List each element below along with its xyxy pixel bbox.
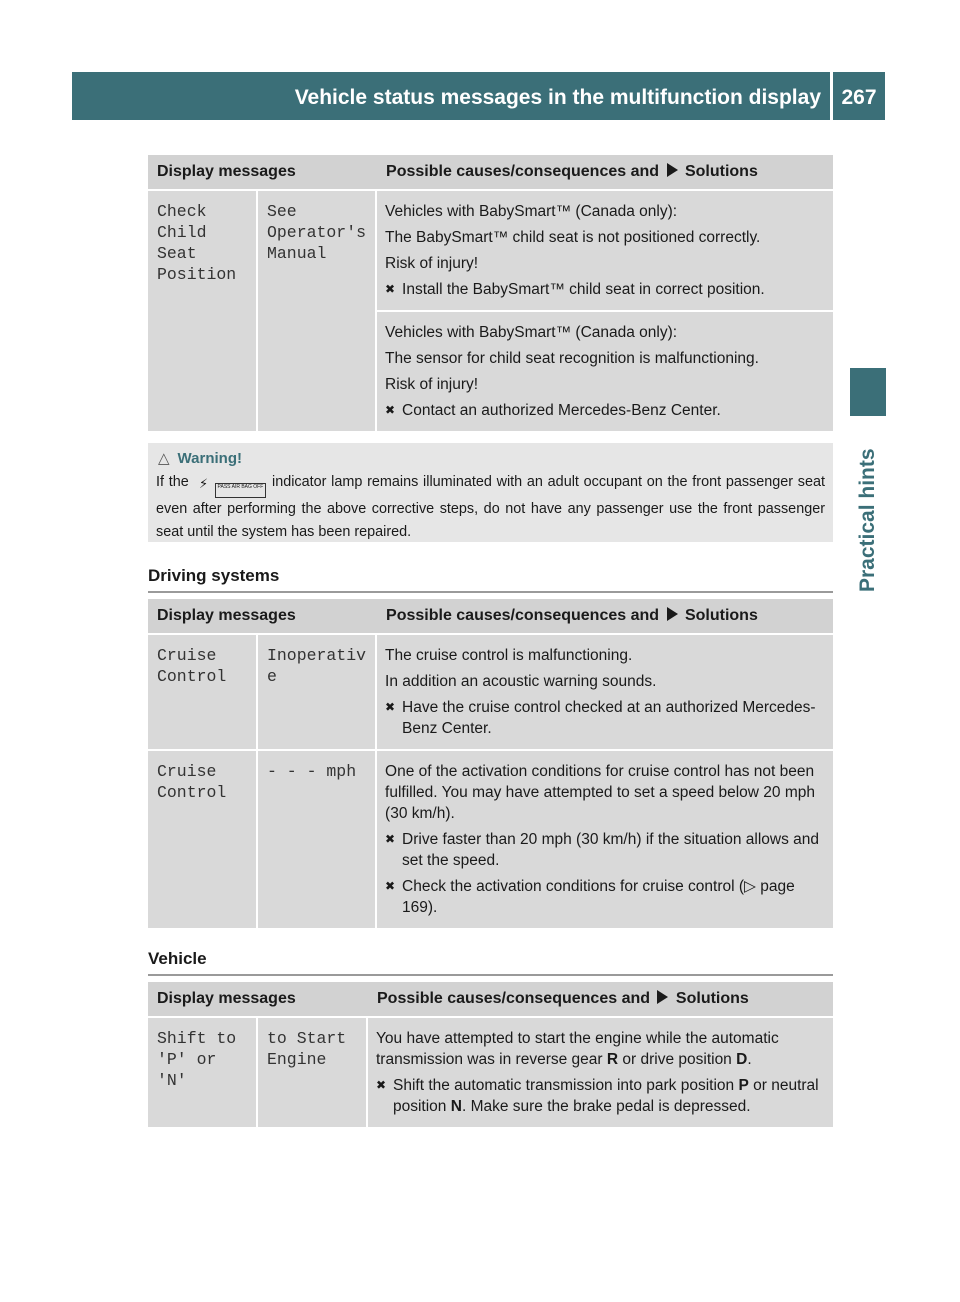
message-cell: Inoperativ e (258, 635, 377, 749)
chapter-label: Practical hints (856, 448, 879, 592)
step-arrow-icon: ✖ (385, 282, 396, 296)
col-header-causes: Possible causes/consequences and Solutions (377, 155, 833, 191)
page-header (72, 72, 885, 120)
warning-text: If the ⚡ PASS AIR BAG OFF indicator lamp remains illuminated with an adult occupant on the front passenger seat even after performing the above corrective steps, do not have any passenger use the front passenger seat until the system has been repaired. (156, 474, 826, 540)
warning-box (148, 443, 833, 542)
solution-arrow-icon (657, 990, 668, 1004)
solution-arrow-icon (667, 607, 678, 621)
warning-heading: △ Warning! (158, 450, 242, 467)
solution-step: ✖ Have the cruise control checked at an authorized Mercedes-Benz Center. (385, 699, 816, 737)
chapter-tab (850, 368, 886, 416)
message-cell: Shift to 'P' or 'N' (148, 1018, 258, 1127)
message-cell: Check Child Seat Position (148, 191, 258, 431)
message-cell: Cruise Control (148, 749, 258, 928)
cause-cell: Vehicles with BabySmart™ (Canada only): The sensor for child seat recognition is malfunctioning. Risk of injury! ✖ Contact an authorized Mercedes-Benz Center. (377, 310, 833, 431)
solution-step: ✖ Shift the automatic transmission into park position P or neutral position N. Make sure the brake pedal is depressed. (376, 1077, 819, 1115)
page-title: Vehicle status messages in the multifunction display (294, 86, 821, 109)
cause-cell: One of the activation conditions for cruise control has not been fulfilled. You may have attempted to set a speed below 20 mph (30 km/h). ✖ Drive faster than 20 mph (30 km/h) if the situation allows and set the speed. ✖ Check the activation conditions for cruise control (▷ page 169). (377, 749, 833, 928)
airbag-off-lamp-icon: PASS AIR BAG OFF (215, 483, 267, 498)
step-arrow-icon: ✖ (376, 1078, 387, 1092)
step-arrow-icon: ✖ (385, 832, 396, 846)
warning-triangle-icon: △ (158, 450, 170, 467)
solution-step: ✖ Contact an authorized Mercedes-Benz Center. (385, 402, 721, 419)
solution-step: ✖ Check the activation conditions for cruise control (▷ page 169). (385, 878, 795, 916)
message-cell: See Operator's Manual (258, 191, 377, 431)
col-header-display-messages: Display messages (148, 982, 368, 1018)
seat-occupant-icon: ⚡ (198, 476, 209, 491)
cause-cell: Vehicles with BabySmart™ (Canada only): The BabySmart™ child seat is not positioned correctly. Risk of injury! ✖ Install the BabySmart™ child seat in correct position. (377, 191, 833, 310)
driving-systems-table (148, 599, 833, 928)
step-arrow-icon: ✖ (385, 700, 396, 714)
solution-step: ✖ Drive faster than 20 mph (30 km/h) if the situation allows and set the speed. (385, 831, 820, 869)
section-heading-driving-systems: Driving systems (148, 566, 833, 593)
col-header-causes: Possible causes/consequences and Solutions (368, 982, 833, 1018)
page-number: 267 (841, 86, 877, 109)
step-arrow-icon: ✖ (385, 403, 396, 417)
message-cell: - - - mph (258, 749, 377, 928)
col-header-display-messages: Display messages (148, 599, 377, 635)
solution-arrow-icon (667, 163, 678, 177)
col-header-causes: Possible causes/consequences and Solutions (377, 599, 833, 635)
section-heading-vehicle: Vehicle (148, 949, 833, 976)
header-divider (830, 72, 833, 120)
cause-cell: You have attempted to start the engine while the automatic transmission was in reverse gear R or drive position D. ✖ Shift the automatic transmission into park position P or neutral position N. Make sure the brake pedal is depressed. (368, 1018, 833, 1127)
message-cell: Cruise Control (148, 635, 258, 749)
solution-step: ✖ Install the BabySmart™ child seat in correct position. (385, 281, 765, 298)
message-cell: to Start Engine (258, 1018, 368, 1127)
col-header-display-messages: Display messages (148, 155, 377, 191)
cause-cell: The cruise control is malfunctioning. In addition an acoustic warning sounds. ✖ Have the cruise control checked at an authorized Mercedes-Benz Center. (377, 635, 833, 749)
vehicle-table (148, 982, 833, 1127)
child-seat-table (148, 155, 833, 431)
step-arrow-icon: ✖ (385, 879, 396, 893)
